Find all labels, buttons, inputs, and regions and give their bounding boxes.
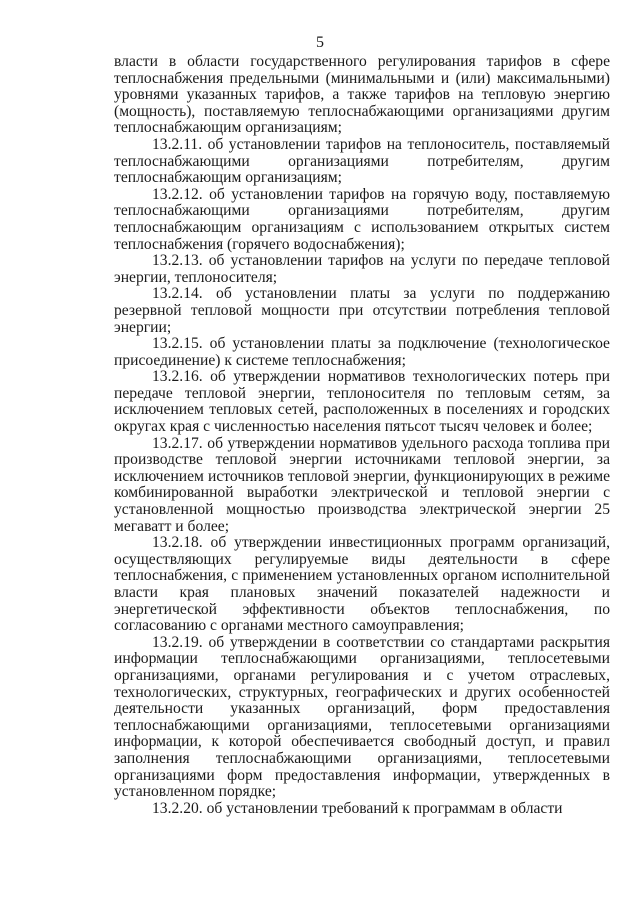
clause-text: об установлении платы за услуги по поддержанию резервной тепловой мощности при отсутствии потребления тепловой энергии; — [114, 285, 610, 336]
clause-number: 13.2.17. — [152, 434, 203, 452]
paragraph-continuation — [114, 54, 610, 137]
clause-13-2-15 — [114, 336, 610, 369]
clause-number: 13.2.18. — [152, 534, 203, 552]
paragraph-text: власти в области государственного регулирования тарифов в сфере теплоснабжения предельными (минимальными и (или) максимальными) уровнями указанных тарифов, а также тарифов на тепловую энергию (мощность), поставляемую теплоснабжающими организациями другим теплоснабжающим организациям; — [114, 53, 610, 137]
clause-number: 13.2.19. — [152, 633, 203, 651]
clause-text: об установлении тарифов на теплоноситель, поставляемый теплоснабжающими организациями потребителям, другим теплоснабжающим организациям; — [114, 135, 610, 187]
clause-text: об установлении тарифов на услуги по передаче тепловой энергии, теплоносителя; — [114, 252, 611, 286]
clause-13-2-12 — [114, 187, 610, 253]
clause-text: об утверждении нормативов удельного расхода топлива при производстве тепловой энергии источниками тепловой энергии, за исключением источников тепловой энергии, функционирующих в режиме комбинированной выработки электрической и тепловой энергии с установленной мощностью производства электрической энергии 25 мегаватт и более; — [114, 434, 610, 535]
clause-text: об установлении тарифов на горячую воду, поставляемую теплоснабжающими организациями потребителям, другим теплоснабжающим организациям с использованием открытых систем теплоснабжения (горячего водоснабжения); — [114, 185, 610, 253]
clause-13-2-19 — [114, 635, 610, 801]
clause-text: об установлении платы за подключение (технологическое присоединение) к системе теплоснабжения; — [114, 335, 610, 369]
clause-13-2-14 — [114, 286, 610, 336]
clause-number: 13.2.20. — [152, 799, 203, 817]
clause-13-2-16 — [114, 369, 610, 435]
clause-13-2-20 — [114, 801, 610, 818]
page-number: 5 — [316, 34, 324, 51]
clause-13-2-17 — [114, 436, 610, 536]
clause-number: 13.2.16. — [152, 368, 203, 386]
clause-number: 13.2.15. — [152, 335, 203, 353]
clause-text: об утверждении нормативов технологических потерь при передаче тепловой энергии, теплоносителя по тепловым сетям, за исключением тепловых сетей, расположенных в поселениях и городских округах края с численностью населения пятьсот тысяч человек и более; — [114, 368, 610, 436]
clause-text: об утверждении инвестиционных программ организаций, осуществляющих регулируемые виды деятельности в сфере теплоснабжения, с применением установленных органом исполнительной власти края плановых значений показателей надежности и энергетической эффективности объектов теплоснабжения, по согласованию с органами местного самоуправления; — [114, 534, 610, 635]
clause-number: 13.2.14. — [152, 285, 203, 303]
clause-text: об установлении требований к программам в области — [206, 799, 563, 817]
document-body — [114, 54, 610, 817]
clause-13-2-13 — [114, 253, 610, 286]
clause-number: 13.2.12. — [152, 185, 203, 203]
clause-13-2-11 — [114, 137, 610, 187]
clause-13-2-18 — [114, 535, 610, 635]
clause-number: 13.2.11. — [152, 135, 203, 153]
clause-number: 13.2.13. — [152, 252, 203, 270]
clause-text: об утверждении в соответствии со стандартами раскрытия информации теплоснабжающими организациями, теплосетевыми организациями, органами регулирования и с учетом отраслевых, технологических, структурных, географических и других особенностей деятельности указанных организаций, форм предоставления теплоснабжающими организациями, теплосетевыми организациями информации, к которой обеспечивается свободный доступ, и правил заполнения теплоснабжающими организациями, теплосетевыми организациями форм предоставления информации, утвержденных в установленном порядке; — [114, 633, 610, 801]
